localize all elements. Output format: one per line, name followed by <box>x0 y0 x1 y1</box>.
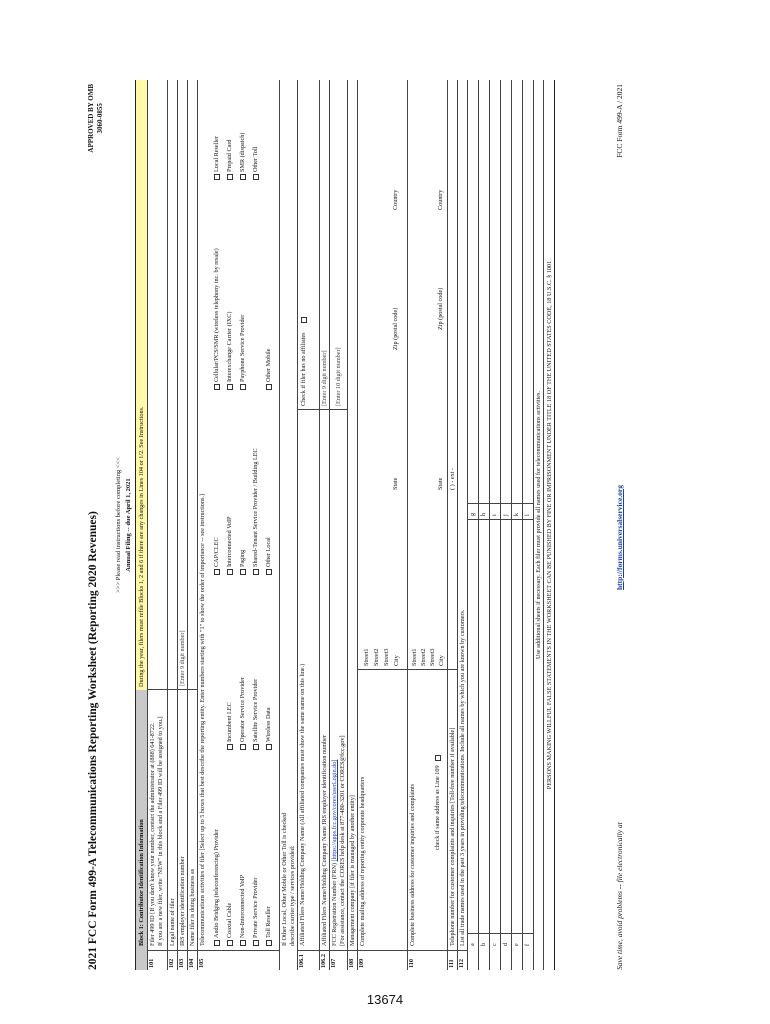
line-101-text1: Filer 499 ID [If you don't know your number, contact the administrator at (888) 641-8722. <box>149 722 156 946</box>
line-102 <box>168 80 178 970</box>
form-canvas <box>85 80 645 970</box>
activity-item[interactable] <box>236 829 249 946</box>
activity-label: Other Toll <box>252 146 259 172</box>
line-105 <box>198 80 280 970</box>
divider <box>448 669 457 670</box>
checkbox[interactable] <box>214 569 220 575</box>
divider <box>168 689 177 690</box>
divider <box>408 669 447 670</box>
activity-label: Other Mobile <box>265 348 272 382</box>
line-112 <box>458 80 468 970</box>
activity-item[interactable] <box>223 133 236 180</box>
trade-name-row <box>512 80 523 970</box>
trade-letter: a <box>469 943 476 946</box>
activity-label: Satellite Service Provider <box>252 678 259 742</box>
line-number: 109 <box>358 950 407 970</box>
activity-label: Prepaid Card <box>226 139 233 172</box>
other-note2: describe carrier type / services provided: <box>289 845 296 946</box>
line-104-label: Name filer is doing business as <box>189 868 196 946</box>
line-112-label: List all trade names used in the past 3 years in providing telecommunications. Include all names by which you are known by customers. <box>459 609 466 946</box>
line-108-label: Management company [if filer is managed by another entity] <box>349 795 356 946</box>
checkbox[interactable] <box>435 755 441 761</box>
divider <box>178 689 187 690</box>
trade-letter: j <box>502 514 509 516</box>
footer-link[interactable]: http://forms.universalservice.org <box>615 485 624 590</box>
checkbox[interactable] <box>227 174 233 180</box>
trade-name-row <box>479 80 490 970</box>
trade-letter: e <box>513 943 520 946</box>
trade-letter: c <box>491 943 498 946</box>
divider <box>320 409 329 410</box>
trade-letter: g <box>469 512 476 516</box>
line-106-2-label: Affiliated Filers Name/Holding Company Name IRS employer identification number <box>321 735 328 946</box>
street1-label: Street1 <box>411 648 418 666</box>
checkbox[interactable] <box>214 174 220 180</box>
line-number: 106.2 <box>320 950 329 970</box>
line-number: 105 <box>198 950 279 970</box>
checkbox[interactable] <box>253 174 259 180</box>
form-grid <box>135 80 555 970</box>
line-101-label <box>149 716 165 946</box>
trade-name-row <box>490 80 501 970</box>
trade-letter: k <box>513 512 520 516</box>
line-110-label: Complete business address for customer inquiries and complaints <box>409 783 416 946</box>
checkbox[interactable] <box>240 569 246 575</box>
frn-field[interactable]: [Enter 10 digit number] <box>335 347 342 406</box>
block1-heading: Block 1: Contributor Identification Information <box>138 819 145 946</box>
form-sheet <box>85 80 645 970</box>
annual-filing: Annual Filing -- due April 1, 2021 <box>125 478 132 572</box>
city-label: City <box>393 655 400 666</box>
checkbox[interactable] <box>227 744 233 750</box>
false-statement-warning: PERSONS MAKING WILLFUL FALSE STATEMENTS IN THE WORKSHEET CAN BE PUNISHED BY FINE OR IMPRISONMENT UNDER TITLE 18 OF THE UNITED STATES CODE, 18 U.S.C. § 1001 <box>546 260 553 790</box>
activity-item[interactable] <box>249 829 262 946</box>
block1-note: During the year, filers must refile Blocks 1, 2 and 6 if there are any changes in Lines 104 or 1/2. See Instructions. <box>136 80 147 690</box>
checkbox[interactable] <box>240 174 246 180</box>
activity-label: Wireless Data <box>265 707 272 742</box>
checkbox[interactable] <box>253 744 259 750</box>
line-number: 107 <box>330 950 347 970</box>
omb-line1: APPROVED BY OMB <box>87 84 95 153</box>
line-105-label: Telecommunications activities of filer [Select up to 5 boxes that best describe the reporting entity. Enter numbers starting with "1" to show the order of importance -- see instructions.] <box>199 493 206 946</box>
trade-letter: h <box>480 512 487 516</box>
checkbox[interactable] <box>266 744 272 750</box>
street3-label: Street3 <box>429 648 436 666</box>
carrier-type-field[interactable] <box>282 90 296 750</box>
line-108 <box>348 80 358 970</box>
activity-label: Incumbent LEC <box>226 702 233 742</box>
activities-col1 <box>210 829 275 946</box>
line-107 <box>330 80 348 970</box>
trade-letter: f <box>524 943 531 946</box>
page-number: 13674 <box>366 992 404 1007</box>
activity-item[interactable] <box>210 248 223 390</box>
affiliate-ein-field[interactable]: [Enter 9 digit number] <box>321 350 328 406</box>
country-label: Country <box>437 189 444 210</box>
irs-ein-field[interactable]: [Enter 9 digit number] <box>179 630 186 686</box>
block1-header <box>136 80 148 970</box>
activity-item[interactable] <box>262 448 275 575</box>
activities-col2 <box>223 677 275 750</box>
warning-row <box>544 80 555 970</box>
line-number: 111 <box>448 950 457 970</box>
form-title: 2021 FCC Form 499-A Telecommunications Reporting Worksheet (Reporting 2020 Revenues) <box>87 511 99 970</box>
zip-label: Zip (postal code) <box>437 287 444 330</box>
line-106-1 <box>298 80 320 970</box>
street3-label: Street3 <box>383 648 390 666</box>
checkbox[interactable] <box>227 569 233 575</box>
activity-label: Non-Interconnected VoIP <box>239 874 246 938</box>
activity-item[interactable] <box>249 677 262 750</box>
line-110 <box>408 80 448 970</box>
line-109 <box>358 80 408 970</box>
line-number: 110 <box>408 950 447 970</box>
checkbox[interactable] <box>240 940 246 946</box>
activity-label: Interexchange Carrier (IXC) <box>226 311 233 382</box>
activity-item[interactable] <box>262 248 275 390</box>
activity-label: Payphone Service Provider <box>239 314 246 382</box>
activity-item[interactable] <box>236 448 249 575</box>
checkbox[interactable] <box>227 384 233 390</box>
line-101 <box>148 80 168 970</box>
cores-link[interactable]: [https://apps.fcc.gov/cores/userLogin.do] <box>331 759 338 862</box>
trade-letter: d <box>502 942 509 946</box>
activity-item[interactable] <box>210 829 223 946</box>
activity-label: Operator Service Provider <box>239 677 246 742</box>
additional-sheets-row <box>534 80 544 970</box>
activity-item[interactable] <box>249 133 262 180</box>
checkbox[interactable] <box>214 940 220 946</box>
divider <box>148 689 167 690</box>
line-103 <box>178 80 188 970</box>
trade-name-row <box>501 80 512 970</box>
activity-label: CAP/CLEC <box>213 537 220 567</box>
no-affiliates-label: Check if filer has no affiliates <box>300 332 307 406</box>
country-label: Country <box>392 189 399 210</box>
checkbox[interactable] <box>301 317 307 323</box>
activity-label: Paging <box>239 549 246 567</box>
line-number: 106.1 <box>298 950 319 970</box>
line-number: 104 <box>188 950 197 970</box>
line-number: 112 <box>458 950 467 970</box>
filer-499-id-field[interactable] <box>150 86 165 686</box>
city-label: City <box>438 655 445 666</box>
line-106-2 <box>320 80 330 970</box>
activity-item[interactable] <box>223 677 236 750</box>
management-company-field[interactable] <box>349 90 357 670</box>
line-111-label: Telephone number for customer complaints and inquiries [Toll-free number if available] <box>449 727 456 946</box>
activity-item[interactable] <box>210 133 223 180</box>
activities-col4 <box>210 248 275 390</box>
divider <box>330 409 347 410</box>
line-number: 103 <box>178 950 187 970</box>
activity-label: Other Local <box>265 537 272 567</box>
line-102-label: Legal name of filer <box>169 898 176 946</box>
footer-efile-note: Save time, avoid problems -- file electronically at <box>615 822 624 970</box>
line-106-1-label: Affiliated Filers Name/Holding Company Name (All affiliated companies must show the same name on this line.) <box>299 663 306 946</box>
activity-label: Private Service Provider <box>252 877 259 938</box>
preamble: >>> Please read instructions before completing <<< <box>115 457 122 593</box>
trade-name-row <box>468 80 479 970</box>
checkbox[interactable] <box>266 940 272 946</box>
trade-name-row <box>523 80 534 970</box>
activity-item[interactable] <box>223 448 236 575</box>
checkbox[interactable] <box>227 940 233 946</box>
activity-label: Local Reseller <box>213 136 220 172</box>
other-carrier-note <box>281 813 297 946</box>
divider <box>188 689 197 690</box>
trade-letter: l <box>524 514 531 516</box>
state-label: State <box>437 477 444 490</box>
activity-label: Audio Bridging (teleconferencing) Provider <box>213 829 220 938</box>
activity-label: SMR (dispatch) <box>239 132 246 172</box>
same-address-check[interactable] <box>434 753 441 850</box>
no-affiliates-check[interactable] <box>300 315 307 406</box>
checkbox[interactable] <box>240 744 246 750</box>
omb-line2: 3060-0855 <box>96 103 104 134</box>
divider <box>298 409 319 410</box>
line-101-text2: If you are a new filer, write "NEW" in this block and a Filer 499 ID will be assigned to you.] <box>157 716 164 946</box>
street1-label: Street1 <box>363 648 370 666</box>
activity-item[interactable] <box>236 133 249 180</box>
phone-field[interactable]: ( ) - ext - <box>449 468 456 490</box>
checkbox[interactable] <box>253 569 259 575</box>
line-104 <box>188 80 198 970</box>
complaints-address[interactable] <box>410 648 446 666</box>
street2-label: Street2 <box>420 648 427 666</box>
other-carrier-row <box>280 80 298 970</box>
footer-form-id: FCC Form 499-A / 2021 <box>615 84 624 158</box>
checkbox[interactable] <box>253 940 259 946</box>
trade-letter: b <box>480 942 487 946</box>
line-number: 108 <box>348 950 357 970</box>
line-103-label: IRS employer identification number <box>179 856 186 946</box>
other-note1: If Other Local, Other Mobile or Other Toll is checked <box>281 812 288 946</box>
line-111 <box>448 80 458 970</box>
line-number: 102 <box>168 950 177 970</box>
legal-name-field[interactable] <box>169 86 177 686</box>
dba-name-field[interactable] <box>189 86 197 686</box>
checkbox[interactable] <box>266 569 272 575</box>
activities-col3 <box>210 448 275 575</box>
activity-label: Interconnected VoIP <box>226 516 233 567</box>
divider <box>358 669 407 670</box>
trade-letter: i <box>491 514 498 516</box>
cores-help: [For assistance, contact the CORES help desk at 877-480-3201 or CORES@fcc.gov] <box>339 735 346 946</box>
activity-item[interactable] <box>236 248 249 390</box>
activity-label: Shared-Tenant Service Provider / Building LEC <box>252 448 259 567</box>
trade-names-table <box>468 80 534 970</box>
checkbox[interactable] <box>240 384 246 390</box>
activity-label: Coaxial Cable <box>226 902 233 938</box>
omb-approval <box>87 84 105 153</box>
activity-item[interactable] <box>210 448 223 575</box>
line-number: 101 <box>148 950 167 970</box>
same-address-label: check if same address as Line 109 <box>434 765 441 850</box>
activity-label: Toll Reseller <box>265 906 272 938</box>
activities-col5 <box>210 133 262 180</box>
activity-item[interactable] <box>249 448 262 575</box>
activity-item[interactable] <box>262 829 275 946</box>
activity-item[interactable] <box>223 829 236 946</box>
activity-label: Cellular/PCS/SMR (wireless telephony inc. by resale) <box>213 248 220 382</box>
activity-item[interactable] <box>236 677 249 750</box>
street2-label: Street2 <box>373 648 380 666</box>
frn-label: FCC Registration Number (FRN) <box>331 862 338 946</box>
checkbox[interactable] <box>214 384 220 390</box>
hq-address[interactable] <box>362 648 402 666</box>
zip-label: Zip (postal code) <box>392 307 399 350</box>
line-109-label: Complete mailing address of reporting entity corporate headquarters <box>359 776 366 946</box>
activity-item[interactable] <box>223 248 236 390</box>
checkbox[interactable] <box>266 384 272 390</box>
line-107-label <box>331 735 347 946</box>
state-label: State <box>392 477 399 490</box>
activity-item[interactable] <box>262 677 275 750</box>
additional-sheets-note: Use additional sheets if necessary. Each filer must provide all names used for telecommunications activities. <box>535 391 542 659</box>
